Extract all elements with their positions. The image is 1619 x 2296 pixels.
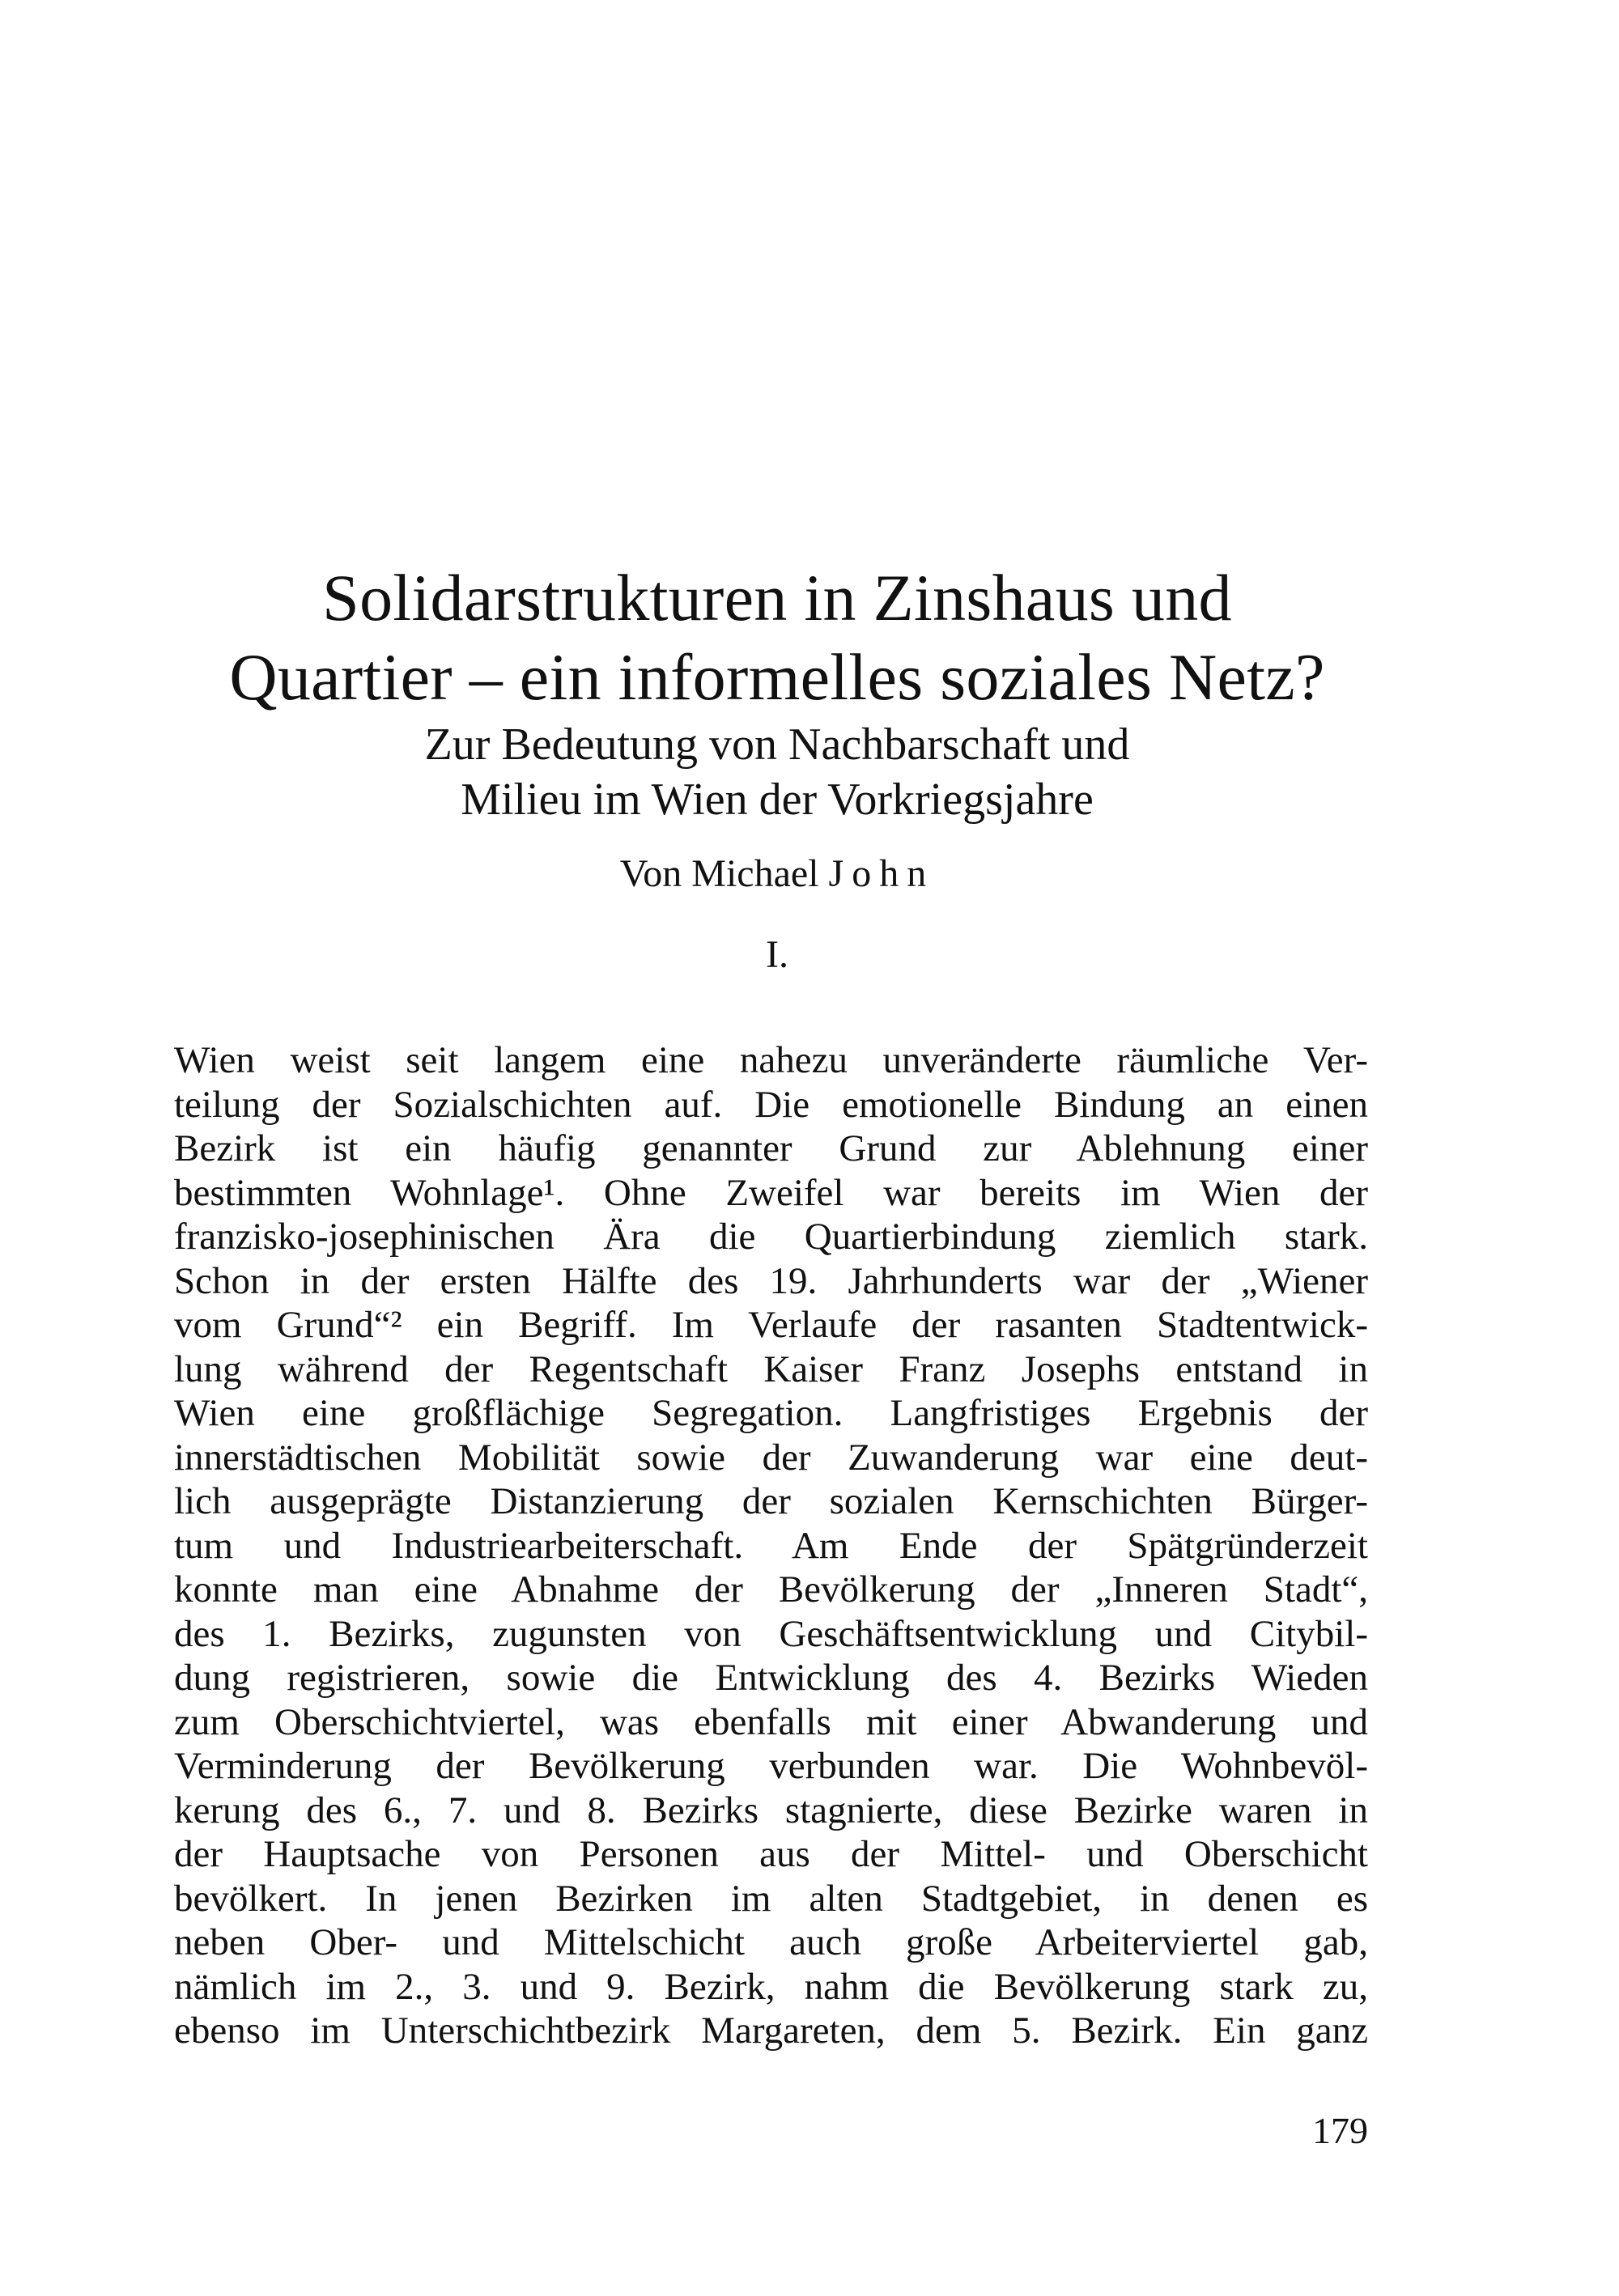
body-line: Wien eine großflächige Segregation. Langfristiges Ergebnis der: [174, 1392, 1368, 1434]
body-line: bevölkert. In jenen Bezirken im alten Stadtgebiet, in denen es: [174, 1877, 1368, 1920]
body-line: ebenso im Unterschichtbezirk Margareten, dem 5. Bezirk. Ein ganz: [174, 2010, 1368, 2052]
body-line: nämlich im 2., 3. und 9. Bezirk, nahm die Bevölkerung stark zu,: [174, 1965, 1368, 2008]
body-line: der Hauptsache von Personen aus der Mittel- und Oberschicht: [174, 1833, 1368, 1875]
author-surname: John: [828, 852, 935, 895]
author-prefix: Von Michael: [619, 852, 819, 895]
body-paragraph: [174, 1038, 1368, 2053]
section-number: I.: [766, 933, 788, 976]
article-title-line-2: Quartier – ein informelles soziales Netz?: [229, 640, 1325, 714]
body-line: Verminderung der Bevölkerung verbunden war. Die Wohnbevöl-: [174, 1745, 1368, 1787]
article-title-line-1: Solidarstrukturen in Zinshaus und: [322, 561, 1232, 634]
body-line: lich ausgeprägte Distanzierung der sozialen Kernschichten Bürger-: [174, 1480, 1368, 1522]
body-line: vom Grund“² ein Begriff. Im Verlaufe der rasanten Stadtentwick-: [174, 1304, 1368, 1346]
article-subtitle-line-1: Zur Bedeutung von Nachbarschaft und: [424, 719, 1130, 770]
article-subtitle-line-2: Milieu im Wien der Vorkriegsjahre: [461, 775, 1094, 825]
body-line: konnte man eine Abnahme der Bevölkerung der „Inneren Stadt“,: [174, 1568, 1368, 1611]
body-line: kerung des 6., 7. und 8. Bezirks stagnierte, diese Bezirke waren in: [174, 1789, 1368, 1831]
body-line: neben Ober- und Mittelschicht auch große Arbeiterviertel gab,: [174, 1921, 1368, 1963]
body-line: dung registrieren, sowie die Entwicklung des 4. Bezirks Wieden: [174, 1657, 1368, 1699]
body-line: bestimmten Wohnlage¹. Ohne Zweifel war bereits im Wien der: [174, 1171, 1368, 1214]
body-line: tum und Industriearbeiterschaft. Am Ende der Spätgründerzeit: [174, 1524, 1368, 1567]
title-block: [146, 558, 1409, 827]
author-line: [146, 850, 1409, 898]
body-line: des 1. Bezirks, zugunsten von Geschäftsentwicklung und Citybil-: [174, 1612, 1368, 1655]
body-line: lung während der Regentschaft Kaiser Franz Josephs entstand in: [174, 1347, 1368, 1390]
body-line: franzisko-josephinischen Ära die Quartierbindung ziemlich stark.: [174, 1216, 1368, 1258]
body-line: Wien weist seit langem eine nahezu unveränderte räumliche Ver-: [174, 1039, 1368, 1081]
body-line: zum Oberschichtviertel, was ebenfalls mit einer Abwanderung und: [174, 1700, 1368, 1743]
body-line: Schon in der ersten Hälfte des 19. Jahrhunderts war der „Wiener: [174, 1259, 1368, 1302]
body-line: innerstädtischen Mobilität sowie der Zuwanderung war eine deut-: [174, 1436, 1368, 1479]
body-line: Bezirk ist ein häufig genannter Grund zur Ablehnung einer: [174, 1127, 1368, 1169]
body-line: teilung der Sozialschichten auf. Die emotionelle Bindung an einen: [174, 1083, 1368, 1126]
page-number: 179: [1312, 2110, 1368, 2151]
